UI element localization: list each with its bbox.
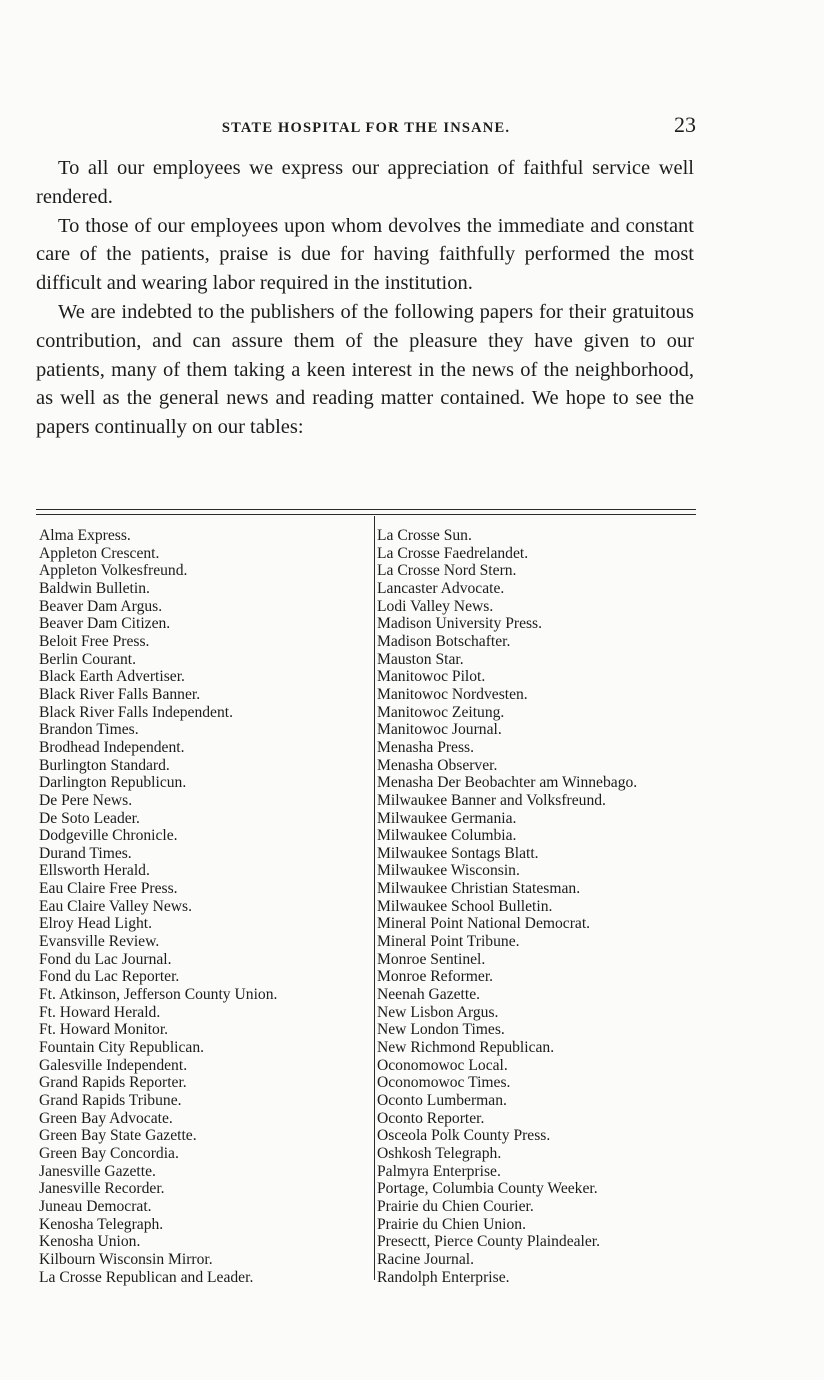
newspaper-entry: Mineral Point National Democrat. [377,915,591,933]
newspaper-entry: Milwaukee Christian Statesman. [377,880,581,898]
newspaper-entry: Darlington Republicun. [39,774,187,792]
newspaper-entry: Janesville Gazette. [39,1162,156,1180]
newspaper-entry: Black River Falls Banner. [39,685,201,703]
newspaper-entry: Oconomowoc Times. [377,1074,511,1092]
newspaper-entry: Eau Claire Free Press. [39,880,178,898]
newspaper-entry: Galesville Independent. [39,1056,188,1074]
newspaper-entry: Brodhead Independent. [39,738,185,756]
newspaper-entry: Elroy Head Light. [39,915,153,933]
newspaper-entry: Ft. Howard Herald. [39,1003,161,1021]
newspaper-entry: Palmyra Enterprise. [377,1162,501,1180]
newspaper-entry: Manitowoc Nordvesten. [377,685,528,703]
newspaper-entry: Beloit Free Press. [39,632,150,650]
newspaper-entry: Appleton Crescent. [39,544,160,562]
newspaper-entry: Brandon Times. [39,721,139,739]
newspaper-entry: Manitowoc Zeitung. [377,703,505,721]
newspaper-entry: Neenah Gazette. [377,986,481,1004]
newspaper-entry: Oconto Lumberman. [377,1092,507,1109]
newspaper-entry: Janesville Recorder. [39,1180,165,1198]
newspaper-entry: Green Bay Advocate. [39,1109,173,1127]
newspaper-entry: La Crosse Nord Stern. [377,562,517,580]
newspaper-entry: Lancaster Advocate. [377,579,505,597]
newspaper-entry: Presectt, Pierce County Plaindealer. [377,1233,601,1251]
newspaper-entry: Oshkosh Telegraph. [377,1144,502,1162]
newspaper-entry: Menasha Der Beobachter am Winnebago. [377,774,638,792]
newspaper-entry: Beaver Dam Citizen. [39,615,171,633]
newspaper-entry: Milwaukee Banner and Volksfreund. [377,791,606,809]
newspaper-entry: Black Earth Advertiser. [39,668,185,686]
newspaper-entry: Portage, Columbia County Weeker. [377,1180,598,1198]
newspaper-entry: Dodgeville Chronicle. [39,827,178,845]
newspaper-entry: Fond du Lac Reporter. [39,968,180,986]
paragraph: To those of our employees upon whom devolves the immediate and constant care of the patients, praise is due for having faithfully performed the most difficult and wearing labor required in the institution. [36,214,694,295]
newspaper-entry: Milwaukee School Bulletin. [377,897,553,915]
newspaper-entry: New London Times. [377,1021,505,1039]
newspaper-entry: Appleton Volkesfreund. [39,562,188,580]
newspaper-entry: Madison University Press. [377,615,543,633]
newspaper-entry: Green Bay Concordia. [39,1144,179,1162]
newspaper-entry: Juneau Democrat. [39,1197,152,1215]
newspaper-entry: La Crosse Sun. [377,527,472,544]
newspaper-list-left [39,527,277,1286]
newspaper-entry: Madison Botschafter. [377,632,511,650]
newspaper-list-right [377,527,637,1286]
newspaper-entry: Kenosha Telegraph. [39,1215,164,1233]
newspaper-entry: Mineral Point Tribune. [377,933,520,951]
newspaper-entry: Black River Falls Independent. [39,703,234,721]
newspaper-entry: Kenosha Union. [39,1233,141,1251]
newspaper-entry: Milwaukee Sontags Blatt. [377,844,539,862]
newspaper-entry: Milwaukee Germania. [377,809,517,827]
paragraph: We are indebted to the publishers of the following papers for their gratuitous contribution, and can assure them of the pleasure they have given to our patients, many of them taking a keen interest in the news of the neighborhood, as well as the general news and reading matter contained. We hope to see the papers continually on our tables: [36,300,694,439]
newspaper-entry: Menasha Press. [377,738,475,756]
newspaper-entry: Osceola Polk County Press. [377,1127,551,1145]
newspaper-entry: Monroe Reformer. [377,968,494,986]
newspaper-entry: Lodi Valley News. [377,597,494,615]
newspaper-entry: Durand Times. [39,844,132,862]
newspaper-entry: Ft. Atkinson, Jefferson County Union. [39,986,278,1004]
running-title: STATE HOSPITAL FOR THE INSANE. [221,120,511,136]
newspaper-entry: Burlington Standard. [39,756,170,774]
newspaper-entry: Mauston Star. [377,650,464,668]
newspaper-entry: La Crosse Faedrelandet. [377,544,529,562]
newspaper-entry: Oconto Reporter. [377,1109,485,1127]
newspaper-entry: Eau Claire Valley News. [39,897,193,915]
newspaper-entry: Manitowoc Journal. [377,721,502,739]
newspaper-entry: Fountain City Republican. [39,1039,205,1057]
newspaper-entry: Oconomowoc Local. [377,1056,508,1074]
table-second-rule [36,514,696,515]
newspaper-entry: Ellsworth Herald. [39,862,150,880]
newspaper-entry: Fond du Lac Journal. [39,950,172,968]
page-number: 23 [674,112,696,137]
newspaper-entry: De Soto Leader. [39,809,140,827]
table-top-rule [36,509,696,510]
newspaper-entry: Racine Journal. [377,1250,474,1268]
newspaper-entry: Prairie du Chien Union. [377,1215,526,1233]
newspaper-entry: La Crosse Republican and Leader. [39,1268,254,1286]
newspaper-entry: Ft. Howard Monitor. [39,1021,169,1039]
newspaper-entry: Grand Rapids Tribune. [39,1092,182,1109]
newspaper-entry: Manitowoc Pilot. [377,668,486,686]
newspaper-entry: Milwaukee Wisconsin. [377,862,520,880]
newspaper-entry: Grand Rapids Reporter. [39,1074,187,1092]
newspaper-entry: Alma Express. [39,527,131,544]
running-header [36,112,696,142]
newspaper-entry: Evansville Review. [39,933,160,951]
newspaper-entry: Monroe Sentinel. [377,950,486,968]
newspaper-entry: Baldwin Bulletin. [39,579,150,597]
newspaper-entry: De Pere News. [39,791,133,809]
newspaper-entry: Beaver Dam Argus. [39,597,163,615]
newspaper-entry: Berlin Courant. [39,650,137,668]
newspaper-entry: Menasha Observer. [377,756,498,774]
newspaper-entry: Milwaukee Columbia. [377,827,517,845]
paragraph: To all our employees we express our appreciation of faithful service well rendered. [36,157,694,208]
newspaper-entry: New Lisbon Argus. [377,1003,499,1021]
newspaper-entry: Prairie du Chien Courier. [377,1197,534,1215]
column-divider [374,516,375,1280]
body-text [36,154,694,442]
newspaper-entry: Kilbourn Wisconsin Mirror. [39,1250,213,1268]
newspaper-entry: Randolph Enterprise. [377,1268,510,1286]
newspaper-entry: New Richmond Republican. [377,1039,555,1057]
newspaper-entry: Green Bay State Gazette. [39,1127,197,1145]
